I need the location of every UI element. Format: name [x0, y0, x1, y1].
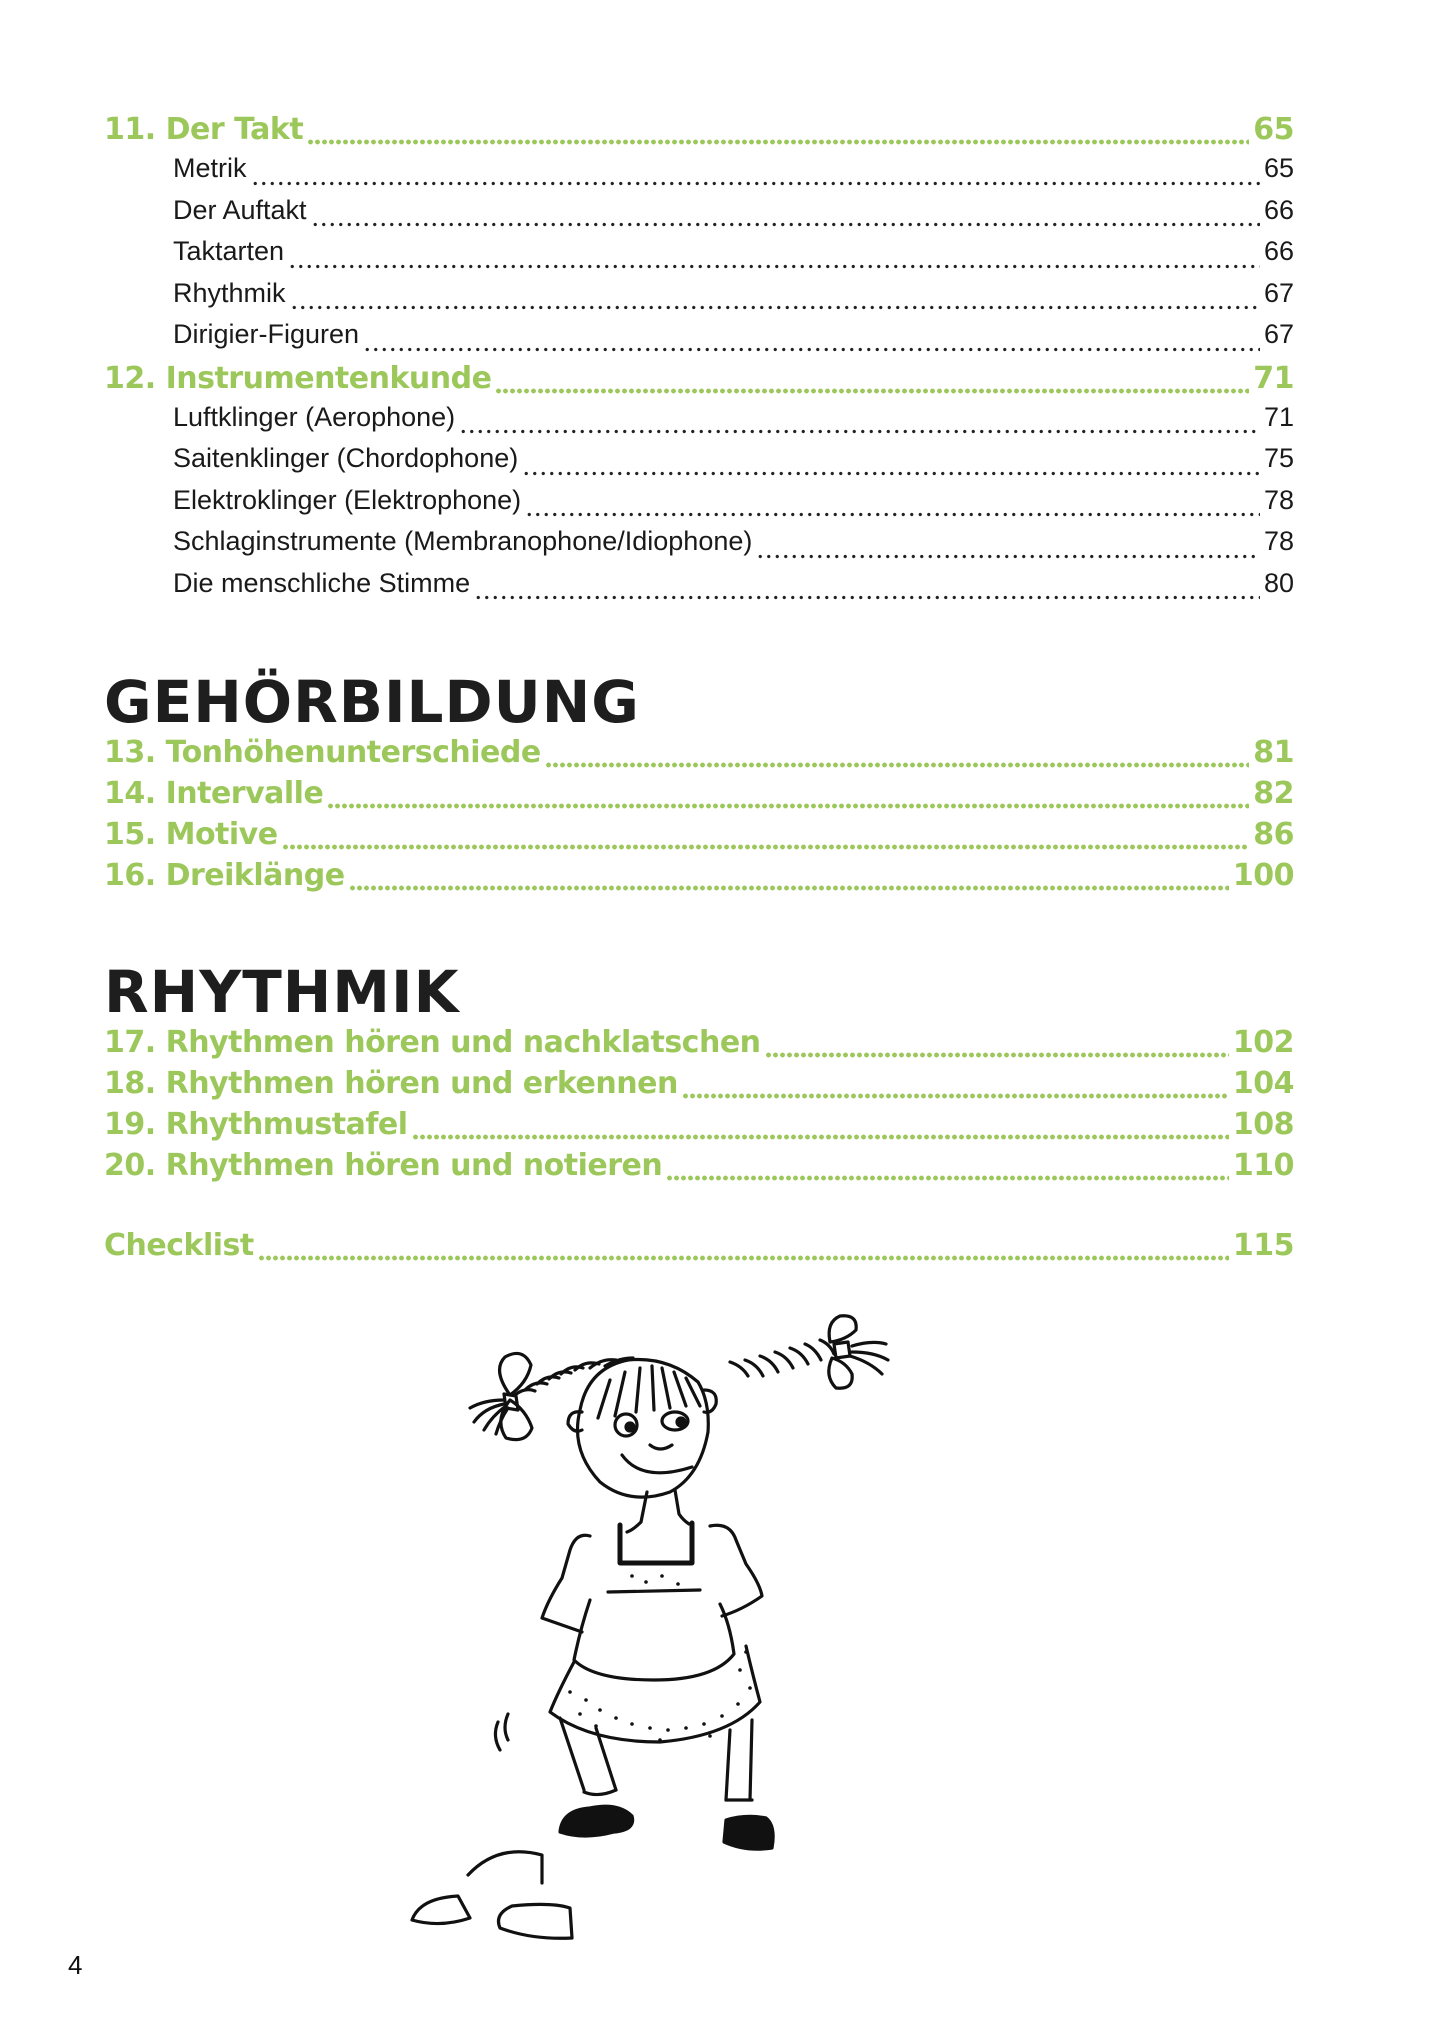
- motion-line: [505, 1714, 508, 1740]
- toc-chapter-18[interactable]: [104, 1066, 1294, 1107]
- right-bow-top: [829, 1316, 856, 1342]
- dot-leader: [307, 139, 1249, 145]
- girl-head: [568, 1359, 716, 1497]
- girl-illustration: [400, 1300, 920, 2000]
- dot-leader: [666, 1175, 1229, 1181]
- toc-item[interactable]: [104, 443, 1294, 485]
- chapter-page-number: 110: [1232, 1148, 1294, 1183]
- dot-leader: [682, 1093, 1229, 1099]
- chapter-page-number: 100: [1232, 858, 1294, 893]
- right-shoe: [724, 1816, 773, 1849]
- dot-leader: [474, 595, 1260, 600]
- toc-item[interactable]: [104, 278, 1294, 320]
- dot-leader: [525, 512, 1260, 517]
- item-title: Rhythmik: [173, 277, 286, 308]
- item-page-number: 78: [1263, 484, 1294, 515]
- chapter-page-number: 104: [1232, 1066, 1294, 1101]
- kicked-off-slippers: [412, 1852, 572, 1939]
- item-page-number: 80: [1263, 567, 1294, 598]
- chapter-title: 18. Rhythmen hören und erkennen: [104, 1066, 678, 1101]
- item-title: Elektroklinger (Elektrophone): [173, 484, 522, 515]
- toc-chapter-17[interactable]: [104, 1025, 1294, 1066]
- toc-chapter-20[interactable]: [104, 1148, 1294, 1189]
- right-bow-bottom: [829, 1358, 852, 1388]
- chapter-title: 20. Rhythmen hören und notieren: [104, 1148, 663, 1183]
- item-title: Taktarten: [173, 236, 285, 266]
- dot-leader: [765, 1052, 1229, 1058]
- item-title: Luftklinger (Aerophone): [173, 401, 456, 432]
- chapter-title: 12. Instrumentenkunde: [104, 360, 492, 396]
- item-page-number: 67: [1263, 277, 1294, 308]
- dot-leader: [290, 305, 1260, 310]
- right-sleeve-arm: [710, 1525, 762, 1616]
- item-page-number: 65: [1263, 153, 1294, 183]
- item-page-number: 66: [1263, 236, 1294, 266]
- item-page-number: 71: [1263, 401, 1294, 432]
- dot-leader: [327, 803, 1249, 809]
- dot-leader: [459, 429, 1260, 434]
- item-page-number: 78: [1263, 526, 1294, 556]
- motion-line: [495, 1722, 500, 1750]
- item-page-number: 67: [1263, 319, 1294, 349]
- toc-checklist[interactable]: [104, 1228, 1294, 1269]
- dot-leader: [412, 1134, 1229, 1140]
- chapter-title: 17. Rhythmen hören und nachklatschen: [104, 1025, 761, 1060]
- toc-chapter-13[interactable]: [104, 735, 1294, 776]
- item-page-number: 66: [1263, 194, 1294, 225]
- chapter-page-number: 82: [1253, 776, 1294, 811]
- dot-leader: [349, 885, 1229, 891]
- dot-leader: [522, 471, 1260, 476]
- dot-leader: [363, 347, 1260, 352]
- item-title: Metrik: [173, 153, 247, 183]
- chapter-title: 16. Dreiklänge: [104, 858, 345, 893]
- toc-block-1: [104, 112, 1294, 609]
- toc-item[interactable]: [104, 568, 1294, 610]
- dress-dots: [568, 1574, 752, 1742]
- toc-item[interactable]: [104, 153, 1294, 195]
- section-heading-gehoerbildung: GEHÖRBILDUNG: [104, 668, 640, 736]
- chapter-page-number: 71: [1253, 360, 1294, 396]
- chapter-title: 11. Der Takt: [104, 112, 304, 147]
- toc-block-rhythmik: [104, 1025, 1294, 1189]
- item-page-number: 75: [1263, 443, 1294, 473]
- girl-legs: [560, 1718, 773, 1849]
- dot-leader: [251, 181, 1260, 186]
- toc-block-checklist: [104, 1228, 1294, 1269]
- section-heading-rhythmik: RHYTHMIK: [104, 958, 460, 1026]
- chapter-title: 15. Motive: [104, 817, 278, 852]
- smile: [622, 1455, 692, 1473]
- toc-item[interactable]: [104, 236, 1294, 278]
- toc-chapter-16[interactable]: [104, 858, 1294, 899]
- chapter-page-number: 86: [1253, 817, 1294, 852]
- toc-chapter-14[interactable]: [104, 776, 1294, 817]
- item-title: Der Auftakt: [173, 194, 307, 225]
- apron: [574, 1600, 734, 1680]
- toc-chapter-19[interactable]: [104, 1107, 1294, 1148]
- chapter-page-number: 108: [1232, 1107, 1294, 1142]
- toc-item[interactable]: [104, 319, 1294, 361]
- left-sleeve-arm: [542, 1535, 590, 1632]
- item-title: Saitenklinger (Chordophone): [173, 443, 519, 473]
- left-shoe: [560, 1806, 633, 1836]
- toc-chapter-15[interactable]: [104, 817, 1294, 858]
- toc-item[interactable]: [104, 485, 1294, 527]
- toc-item[interactable]: [104, 402, 1294, 444]
- nose: [650, 1445, 672, 1449]
- item-title: Die menschliche Stimme: [173, 567, 471, 598]
- toc-chapter-12[interactable]: [104, 361, 1294, 402]
- chapter-page-number: 102: [1232, 1025, 1294, 1060]
- dot-leader: [288, 264, 1260, 269]
- dot-leader: [282, 844, 1250, 850]
- toc-chapter-11[interactable]: [104, 112, 1294, 153]
- dot-leader: [545, 762, 1250, 768]
- chapter-title: 19. Rhythmustafel: [104, 1107, 408, 1142]
- toc-block-gehoerbildung: [104, 735, 1294, 899]
- dot-leader: [258, 1255, 1229, 1261]
- right-braid: [730, 1316, 888, 1388]
- dot-leader: [495, 388, 1249, 394]
- chapter-title: 13. Tonhöhenunterschiede: [104, 735, 541, 770]
- dot-leader: [756, 554, 1260, 559]
- checklist-title: Checklist: [104, 1228, 254, 1263]
- dot-leader: [311, 222, 1260, 227]
- toc-item[interactable]: [104, 195, 1294, 237]
- checklist-page-number: 115: [1232, 1228, 1294, 1263]
- chapter-title: 14. Intervalle: [104, 776, 324, 811]
- toc-item[interactable]: [104, 526, 1294, 568]
- chapter-page-number: 65: [1253, 112, 1294, 147]
- item-title: Dirigier-Figuren: [173, 319, 360, 349]
- girl-dress: [542, 1523, 762, 1742]
- page-number: 4: [68, 1950, 83, 1980]
- item-title: Schlaginstrumente (Membranophone/Idiophone): [173, 526, 753, 556]
- chapter-page-number: 81: [1253, 735, 1294, 770]
